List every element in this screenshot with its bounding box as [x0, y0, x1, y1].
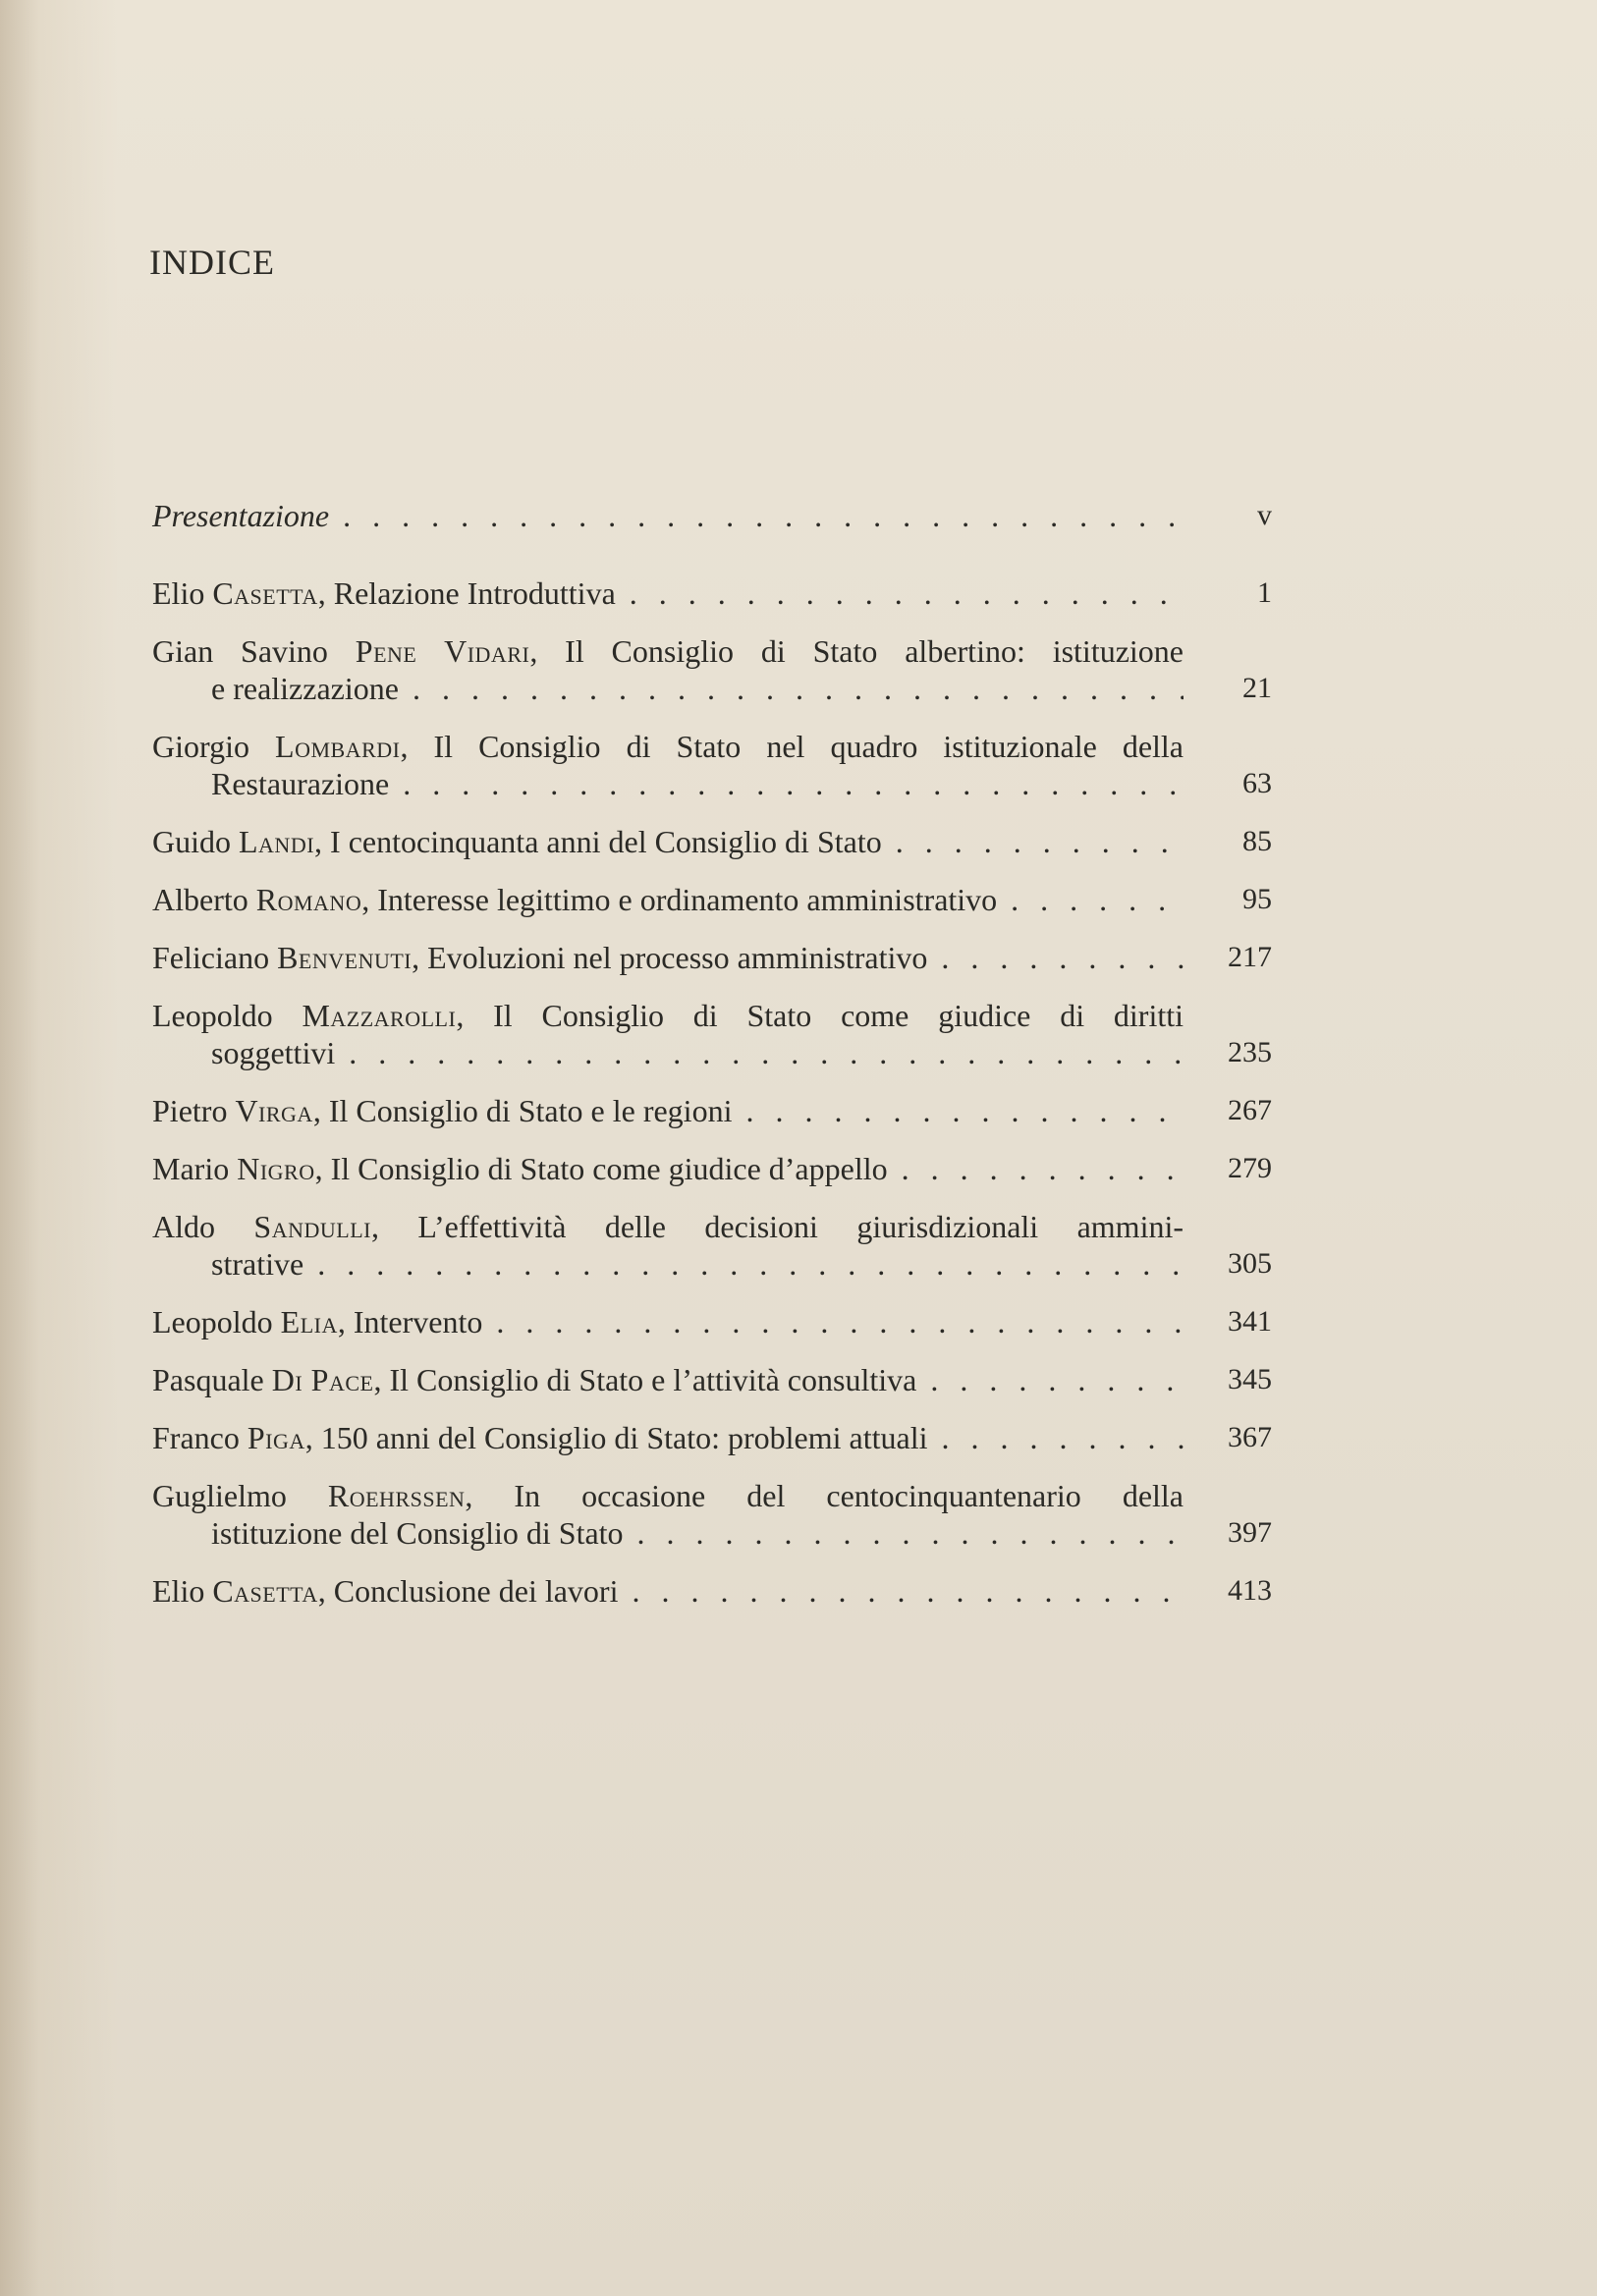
toc-entry-title-continued: e realizzazione: [211, 671, 399, 706]
toc-entry-author-first: Giorgio: [152, 729, 249, 764]
toc-entry-title: , 150 anni del Consiglio di Stato: problemi attuali: [304, 1420, 928, 1455]
toc-entry: [152, 1361, 1272, 1398]
toc-page-number: 217: [1228, 941, 1272, 973]
toc-entry-author-last: Virga: [235, 1093, 313, 1128]
toc-page-number: 1: [1257, 576, 1272, 609]
dot-leader: [941, 1419, 1184, 1456]
toc-entry-author-last: Roehrssen: [327, 1478, 466, 1513]
toc-entry-author-last: Landi: [239, 824, 315, 859]
toc-entry: [152, 1208, 1272, 1283]
toc-entry-author-first: Pietro: [152, 1093, 228, 1128]
dot-leader: [902, 1150, 1184, 1187]
dot-leader: [630, 574, 1184, 612]
toc-entry-author-last: Pene Vidari: [355, 633, 530, 669]
toc-entry-author-last: Casetta: [212, 575, 318, 611]
toc-entry-title: , In occasione del centocinquantenario della: [465, 1478, 1184, 1513]
toc-entry-author-last: Romano: [255, 882, 362, 917]
toc-entry-list: [152, 574, 1272, 1610]
dot-leader: [413, 670, 1184, 707]
toc-entry-author-first: Gian Savino: [152, 633, 328, 669]
toc-entry-author-last: Piga: [247, 1420, 305, 1455]
dot-leader: [637, 1514, 1184, 1552]
toc-entry: [152, 728, 1272, 802]
toc-entry: [152, 1303, 1272, 1340]
dot-leader: [349, 1034, 1184, 1071]
toc-page-number: 397: [1228, 1516, 1272, 1549]
toc-entry-title: , Il Consiglio di Stato come giudice di diritti: [456, 998, 1184, 1033]
toc-entry: [152, 939, 1272, 976]
table-of-contents: [152, 497, 1272, 1630]
toc-entry-front-matter: [152, 497, 1272, 534]
toc-entry-title: , Relazione Introduttiva: [317, 575, 616, 611]
toc-entry-author-first: Leopoldo: [152, 998, 273, 1033]
toc-entry-title: , I centocinquanta anni del Consiglio di Stato: [314, 824, 882, 859]
toc-page-number: 85: [1242, 825, 1272, 857]
toc-entry-title: Presentazione: [152, 498, 330, 533]
toc-entry-author-last: Mazzarolli: [302, 998, 457, 1033]
toc-entry-title: , Il Consiglio di Stato come giudice d’appello: [314, 1151, 888, 1186]
toc-entry-title: , Il Consiglio di Stato e le regioni: [312, 1093, 733, 1128]
toc-page-number: 279: [1228, 1152, 1272, 1184]
toc-entry: [152, 1477, 1272, 1552]
toc-entry-title: , Il Consiglio di Stato e l’attività consultiva: [373, 1362, 917, 1397]
toc-entry-author-first: Feliciano: [152, 940, 270, 975]
toc-entry: [152, 997, 1272, 1071]
toc-entry: [152, 881, 1272, 918]
toc-entry-author-first: Elio: [152, 575, 205, 611]
dot-leader: [930, 1361, 1184, 1398]
toc-entry-title-continued: istituzione del Consiglio di Stato: [211, 1515, 624, 1551]
toc-entry-title-continued: soggettivi: [211, 1035, 336, 1070]
toc-entry: [152, 1092, 1272, 1129]
toc-page-number: 345: [1228, 1363, 1272, 1395]
toc-entry-author-last: Di Pace: [271, 1362, 374, 1397]
toc-entry-author-first: Pasquale: [152, 1362, 264, 1397]
toc-entry-title: , Conclusione dei lavori: [317, 1573, 619, 1609]
dot-leader: [317, 1245, 1184, 1283]
toc-entry-author-last: Benvenuti: [277, 940, 413, 975]
toc-entry-author-first: Aldo: [152, 1209, 215, 1244]
toc-entry-title-continued: strative: [211, 1246, 304, 1282]
toc-entry: [152, 1150, 1272, 1187]
toc-entry-author-first: Guido: [152, 824, 231, 859]
toc-entry-title: , Interesse legittimo e ordinamento amministrativo: [361, 882, 998, 917]
toc-entry-author-last: Sandulli: [253, 1209, 371, 1244]
toc-page-number: v: [1257, 499, 1272, 531]
toc-entry-author-last: Elia: [280, 1304, 338, 1339]
toc-entry-author-last: Casetta: [212, 1573, 318, 1609]
toc-entry-title: , Evoluzioni nel processo amministrativo: [412, 940, 928, 975]
page-heading: INDICE: [149, 243, 275, 282]
toc-entry-author-first: Elio: [152, 1573, 205, 1609]
toc-page-number: 21: [1242, 672, 1272, 704]
toc-page-number: 305: [1228, 1247, 1272, 1280]
dot-leader: [496, 1303, 1184, 1340]
toc-entry-title: , L’effettività delle decisioni giurisdizionali ammini-: [370, 1209, 1184, 1244]
toc-page-number: 63: [1242, 767, 1272, 799]
toc-entry: [152, 1572, 1272, 1610]
dot-leader: [745, 1092, 1184, 1129]
toc-entry-title: , Intervento: [337, 1304, 483, 1339]
toc-page-number: 341: [1228, 1305, 1272, 1338]
toc-entry-title: , Il Consiglio di Stato albertino: istituzione: [529, 633, 1184, 669]
toc-entry-title-continued: Restaurazione: [211, 766, 390, 801]
toc-entry-author-last: Nigro: [237, 1151, 315, 1186]
toc-page-number: 95: [1242, 883, 1272, 915]
toc-entry-author-first: Alberto: [152, 882, 248, 917]
toc-page-number: 235: [1228, 1036, 1272, 1068]
toc-entry: [152, 632, 1272, 707]
toc-entry-author-first: Franco: [152, 1420, 240, 1455]
toc-entry: [152, 1419, 1272, 1456]
toc-entry: [152, 823, 1272, 860]
dot-leader: [1011, 881, 1184, 918]
toc-page-number: 267: [1228, 1094, 1272, 1126]
toc-page-number: 367: [1228, 1421, 1272, 1453]
dot-leader: [896, 823, 1184, 860]
toc-entry-author-last: Lombardi: [275, 729, 401, 764]
dot-leader: [403, 765, 1184, 802]
toc-entry-author-first: Mario: [152, 1151, 230, 1186]
toc-entry: [152, 574, 1272, 612]
toc-entry-author-first: Guglielmo: [152, 1478, 287, 1513]
dot-leader: [632, 1572, 1184, 1610]
toc-entry-title: , Il Consiglio di Stato nel quadro istituzionale della: [400, 729, 1184, 764]
toc-entry-author-first: Leopoldo: [152, 1304, 273, 1339]
dot-leader: [941, 939, 1184, 976]
dot-leader: [343, 497, 1184, 534]
toc-page-number: 413: [1228, 1574, 1272, 1607]
